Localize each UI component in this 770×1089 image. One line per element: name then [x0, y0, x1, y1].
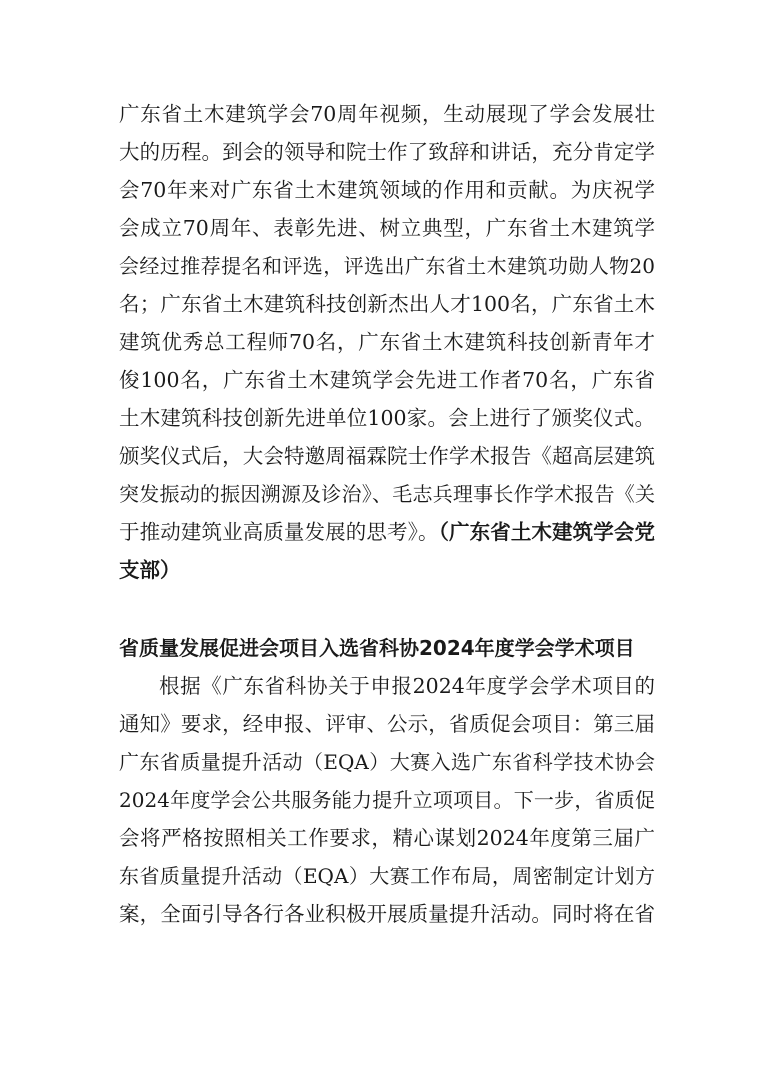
article1-line-2: 大的历程。到会的领导和院士作了致辞和讲话，充分肯定学: [119, 140, 655, 164]
article1-line-8: 俊100名，广东省土木建筑学会先进工作者70名，广东省: [119, 368, 655, 392]
article2-heading: 省质量发展促进会项目入选省科协2024年度学会学术项目: [119, 636, 635, 660]
article1-line-11: 突发振动的振因溯源及诊治》、毛志兵理事长作学术报告《关: [119, 482, 655, 506]
article2-line-1: 根据《广东省科协关于申报2024年度学会学术项目的: [159, 674, 655, 698]
article2-line-5: 会将严格按照相关工作要求，精心谋划2024年度第三届广: [119, 826, 655, 850]
article2-line-7: 案，全面引导各行各业积极开展质量提升活动。同时将在省: [119, 902, 655, 926]
article1-line-4: 会成立70周年、表彰先进、树立典型，广东省土木建筑学: [119, 216, 655, 240]
article2-line-2: 通知》要求，经申报、评审、公示，省质促会项目：第三届: [119, 712, 655, 736]
article1-line-7: 建筑优秀总工程师70名，广东省土木建筑科技创新青年才: [119, 330, 655, 354]
article1-line-6: 名；广东省土木建筑科技创新杰出人才100名，广东省土木: [119, 292, 655, 316]
article1-line-1: 广东省土木建筑学会70周年视频，生动展现了学会发展壮: [119, 102, 655, 126]
article1-line-3: 会70年来对广东省土木建筑领域的作用和贡献。为庆祝学: [119, 178, 655, 202]
article1-line-9: 土木建筑科技创新先进单位100家。会上进行了颁奖仪式。: [119, 406, 655, 430]
article1-source-bold: （广东省土木建筑学会党: [438, 520, 656, 544]
article2-line-3: 广东省质量提升活动（EQA）大赛入选广东省科学技术协会: [119, 750, 655, 774]
article1-line-10: 颁奖仪式后，大会特邀周福霖院士作学术报告《超高层建筑: [119, 444, 655, 468]
article1-source-end: 支部）: [119, 558, 181, 582]
article2-line-4: 2024年度学会公共服务能力提升立项项目。下一步，省质促: [119, 788, 655, 812]
article1-line-5: 会经过推荐提名和评选，评选出广东省土木建筑功勋人物20: [119, 254, 655, 278]
article2-line-6: 东省质量提升活动（EQA）大赛工作布局，周密制定计划方: [119, 864, 655, 888]
article1-line-12-text: 于推动建筑业高质量发展的思考》。: [119, 520, 439, 544]
article1-line-12: [119, 518, 655, 546]
